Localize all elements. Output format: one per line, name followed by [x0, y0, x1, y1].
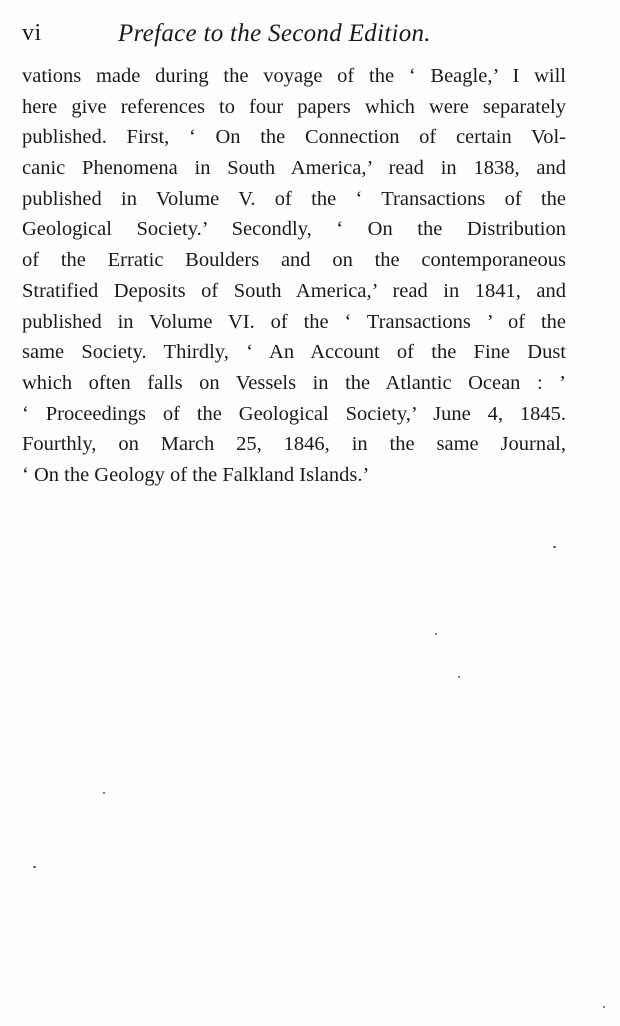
body-paragraph: [22, 61, 566, 491]
text-line: which often falls on Vessels in the Atlantic Ocean : ’: [22, 371, 566, 394]
text-line: ‘ Proceedings of the Geological Society,’ June 4, 1845.: [22, 402, 566, 425]
text-line: Fourthly, on March 25, 1846, in the same Journal,: [22, 433, 566, 456]
text-line: canic Phenomena in South America,’ read in 1838, and: [22, 157, 566, 180]
text-line: published in Volume V. of the ‘ Transactions of the: [22, 187, 566, 210]
text-line: vations made during the voyage of the ‘ Beagle,’ I will: [22, 65, 566, 87]
text-line: same Society. Thirdly, ‘ An Account of the Fine Dust: [22, 341, 566, 364]
page-number: vi: [22, 20, 42, 46]
text-line: of the Erratic Boulders and on the contemporaneous: [22, 249, 566, 272]
scan-speck: [553, 546, 556, 548]
text-line: ‘ On the Geology of the Falkland Islands.’: [22, 463, 370, 486]
running-title: Preface to the Second Edition.: [118, 20, 431, 47]
text-line: Geological Society.’ Secondly, ‘ On the Distribution: [22, 218, 566, 241]
scan-speck: [33, 866, 36, 868]
scan-speck: [103, 792, 105, 794]
text-line: here give references to four papers which were separately: [22, 95, 566, 118]
scan-speck: [435, 633, 437, 635]
scan-speck: [458, 676, 460, 678]
running-head: [22, 14, 566, 54]
text-line: published. First, ‘ On the Connection of certain Vol-: [22, 126, 566, 149]
scan-speck: [603, 1006, 605, 1008]
text-line: published in Volume VI. of the ‘ Transactions ’ of the: [22, 310, 566, 333]
text-line: Stratified Deposits of South America,’ read in 1841, and: [22, 279, 566, 302]
